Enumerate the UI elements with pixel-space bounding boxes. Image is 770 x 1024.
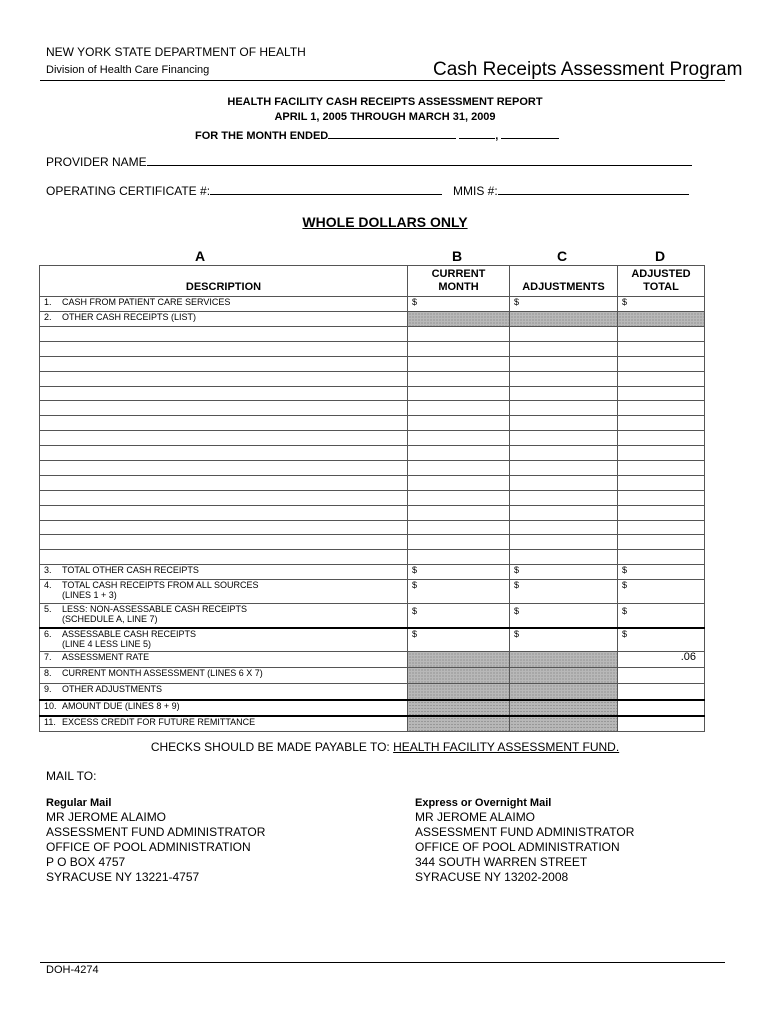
blank-description-cell[interactable] bbox=[40, 520, 408, 535]
blank-current-month-cell[interactable] bbox=[408, 327, 510, 342]
address-line: SYRACUSE NY 13221-4757 bbox=[46, 870, 200, 884]
row-3-current-month-cell[interactable]: $ bbox=[408, 565, 510, 580]
row-11-label: 11. EXCESS CREDIT FOR FUTURE REMITTANCE bbox=[40, 716, 408, 732]
row-1-adjustments-cell[interactable]: $ bbox=[510, 297, 618, 312]
blank-description-cell[interactable] bbox=[40, 386, 408, 401]
column-letter-b: B bbox=[451, 248, 463, 264]
blank-adjustments-cell[interactable] bbox=[510, 371, 618, 386]
address-line: OFFICE OF POOL ADMINISTRATION bbox=[415, 840, 620, 854]
table-row bbox=[40, 312, 705, 327]
blank-description-cell[interactable] bbox=[40, 505, 408, 520]
blank-adjusted-total-cell[interactable] bbox=[618, 371, 705, 386]
express-mail-address bbox=[415, 796, 634, 885]
mmis-label: MMIS #: bbox=[453, 184, 498, 198]
blank-current-month-cell[interactable] bbox=[408, 490, 510, 505]
table-row bbox=[40, 580, 705, 604]
row-1-current-month-cell[interactable]: $ bbox=[408, 297, 510, 312]
blank-list-row bbox=[40, 356, 705, 371]
blank-adjustments-cell[interactable] bbox=[510, 327, 618, 342]
blank-description-cell[interactable] bbox=[40, 550, 408, 565]
blank-current-month-cell[interactable] bbox=[408, 356, 510, 371]
provider-name-row bbox=[46, 154, 692, 169]
blank-description-cell[interactable] bbox=[40, 327, 408, 342]
blank-adjustments-cell[interactable] bbox=[510, 341, 618, 356]
row-7-label: 7. ASSESSMENT RATE bbox=[40, 652, 408, 668]
shaded-cell bbox=[408, 684, 510, 700]
express-mail-heading: Express or Overnight Mail bbox=[415, 797, 552, 809]
address-line: ASSESSMENT FUND ADMINISTRATOR bbox=[46, 825, 266, 839]
row-4-adjustments-cell[interactable]: $ bbox=[510, 580, 618, 604]
month-input[interactable] bbox=[328, 127, 456, 139]
assessment-rate-value: .06 bbox=[618, 652, 705, 668]
row-1-adjusted-total-cell[interactable]: $ bbox=[618, 297, 705, 312]
operating-certificate-row bbox=[46, 183, 442, 198]
regular-mail-heading: Regular Mail bbox=[46, 797, 112, 809]
address-line: MR JEROME ALAIMO bbox=[46, 810, 167, 824]
blank-list-row bbox=[40, 490, 705, 505]
row-6-label: 6. ASSESSABLE CASH RECEIPTS (LINE 4 LESS LINE 5) bbox=[40, 628, 408, 652]
mmis-row bbox=[453, 183, 689, 198]
column-letter-c: C bbox=[556, 248, 568, 264]
table-header-row bbox=[40, 266, 705, 297]
provider-name-field[interactable] bbox=[147, 154, 692, 166]
table-row bbox=[40, 684, 705, 700]
table-row bbox=[40, 700, 705, 716]
blank-adjusted-total-cell[interactable] bbox=[618, 416, 705, 431]
blank-adjusted-total-cell[interactable] bbox=[618, 535, 705, 550]
blank-adjusted-total-cell[interactable] bbox=[618, 327, 705, 342]
row-3-adjusted-total-cell[interactable]: $ bbox=[618, 565, 705, 580]
table-row bbox=[40, 297, 705, 312]
division-name: Division of Health Care Financing bbox=[46, 64, 210, 76]
mail-to-label: MAIL TO: bbox=[46, 769, 97, 783]
blank-current-month-cell[interactable] bbox=[408, 371, 510, 386]
blank-current-month-cell[interactable] bbox=[408, 446, 510, 461]
blank-list-row bbox=[40, 386, 705, 401]
blank-adjustments-cell[interactable] bbox=[510, 356, 618, 371]
blank-adjustments-cell[interactable] bbox=[510, 535, 618, 550]
blank-current-month-cell[interactable] bbox=[408, 550, 510, 565]
blank-description-cell[interactable] bbox=[40, 446, 408, 461]
row-2-label: 2. OTHER CASH RECEIPTS (LIST) bbox=[40, 312, 408, 327]
footer-divider bbox=[40, 962, 725, 963]
blank-adjusted-total-cell[interactable] bbox=[618, 386, 705, 401]
row-3-adjustments-cell[interactable]: $ bbox=[510, 565, 618, 580]
address-line: SYRACUSE NY 13202-2008 bbox=[415, 870, 569, 884]
row-10-adjusted-total-cell[interactable] bbox=[618, 700, 705, 716]
blank-adjustments-cell[interactable] bbox=[510, 475, 618, 490]
agency-name: NEW YORK STATE DEPARTMENT OF HEALTH bbox=[46, 45, 306, 59]
blank-current-month-cell[interactable] bbox=[408, 535, 510, 550]
blank-adjustments-cell[interactable] bbox=[510, 401, 618, 416]
blank-list-row bbox=[40, 341, 705, 356]
row-6-adjustments-cell[interactable]: $ bbox=[510, 628, 618, 652]
adjusted-total-header: ADJUSTED TOTAL bbox=[618, 266, 705, 297]
row-5-current-month-cell[interactable]: $ bbox=[408, 604, 510, 628]
blank-adjusted-total-cell[interactable] bbox=[618, 356, 705, 371]
blank-current-month-cell[interactable] bbox=[408, 431, 510, 446]
day-input[interactable] bbox=[459, 127, 495, 139]
report-title: HEALTH FACILITY CASH RECEIPTS ASSESSMENT REPORT bbox=[227, 96, 543, 108]
checks-payable-prefix: CHECKS SHOULD BE MADE PAYABLE TO: bbox=[150, 740, 394, 754]
table-row bbox=[40, 716, 705, 732]
blank-current-month-cell[interactable] bbox=[408, 386, 510, 401]
blank-description-cell[interactable] bbox=[40, 371, 408, 386]
row-5-label: 5. LESS: NON-ASSESSABLE CASH RECEIPTS (SCHEDULE A, LINE 7) bbox=[40, 604, 408, 628]
shaded-cell bbox=[510, 684, 618, 700]
blank-current-month-cell[interactable] bbox=[408, 401, 510, 416]
mmis-field[interactable] bbox=[498, 183, 689, 195]
address-line: MR JEROME ALAIMO bbox=[415, 810, 536, 824]
blank-adjusted-total-cell[interactable] bbox=[618, 446, 705, 461]
blank-adjustments-cell[interactable] bbox=[510, 505, 618, 520]
year-input[interactable] bbox=[501, 127, 559, 139]
row-9-adjusted-total-cell[interactable] bbox=[618, 684, 705, 700]
row-5-adjusted-total-cell[interactable]: $ bbox=[618, 604, 705, 628]
blank-description-cell[interactable] bbox=[40, 356, 408, 371]
blank-adjustments-cell[interactable] bbox=[510, 550, 618, 565]
row-10-label: 10. AMOUNT DUE (LINES 8 + 9) bbox=[40, 700, 408, 716]
blank-list-row bbox=[40, 401, 705, 416]
operating-certificate-label: OPERATING CERTIFICATE #: bbox=[46, 184, 211, 198]
blank-description-cell[interactable] bbox=[40, 475, 408, 490]
column-letter-a: A bbox=[194, 248, 206, 264]
blank-adjustments-cell[interactable] bbox=[510, 386, 618, 401]
blank-current-month-cell[interactable] bbox=[408, 475, 510, 490]
shaded-cell bbox=[510, 668, 618, 684]
operating-certificate-field[interactable] bbox=[210, 183, 442, 195]
row-4-label: 4. TOTAL CASH RECEIPTS FROM ALL SOURCES (LINES 1 + 3) bbox=[40, 580, 408, 604]
blank-adjusted-total-cell[interactable] bbox=[618, 475, 705, 490]
adjustments-header: ADJUSTMENTS bbox=[510, 266, 618, 297]
blank-description-cell[interactable] bbox=[40, 431, 408, 446]
blank-description-cell[interactable] bbox=[40, 490, 408, 505]
blank-adjusted-total-cell[interactable] bbox=[618, 550, 705, 565]
row-8-label: 8. CURRENT MONTH ASSESSMENT (LINES 6 X 7) bbox=[40, 668, 408, 684]
row-4-current-month-cell[interactable]: $ bbox=[408, 580, 510, 604]
shaded-cell bbox=[510, 716, 618, 732]
blank-list-row bbox=[40, 327, 705, 342]
table-row bbox=[40, 668, 705, 684]
payee-name: HEALTH FACILITY ASSESSMENT FUND. bbox=[393, 740, 620, 754]
address-line: OFFICE OF POOL ADMINISTRATION bbox=[46, 840, 251, 854]
blank-list-row bbox=[40, 446, 705, 461]
blank-list-row bbox=[40, 550, 705, 565]
blank-adjustments-cell[interactable] bbox=[510, 431, 618, 446]
blank-current-month-cell[interactable] bbox=[408, 505, 510, 520]
blank-list-row bbox=[40, 461, 705, 476]
blank-description-cell[interactable] bbox=[40, 341, 408, 356]
shaded-cell bbox=[510, 652, 618, 668]
blank-adjustments-cell[interactable] bbox=[510, 461, 618, 476]
shaded-cell bbox=[618, 312, 705, 327]
row-8-adjusted-total-cell[interactable] bbox=[618, 668, 705, 684]
blank-list-row bbox=[40, 535, 705, 550]
whole-dollars-notice: WHOLE DOLLARS ONLY bbox=[302, 214, 468, 230]
blank-list-row bbox=[40, 475, 705, 490]
table-row bbox=[40, 628, 705, 652]
blank-adjustments-cell[interactable] bbox=[510, 520, 618, 535]
blank-list-row bbox=[40, 520, 705, 535]
blank-description-cell[interactable] bbox=[40, 401, 408, 416]
row-6-adjusted-total-cell[interactable]: $ bbox=[618, 628, 705, 652]
checks-payable-line bbox=[0, 740, 770, 754]
description-header: DESCRIPTION bbox=[40, 266, 408, 297]
row-1-label: 1. CASH FROM PATIENT CARE SERVICES bbox=[40, 297, 408, 312]
blank-description-cell[interactable] bbox=[40, 535, 408, 550]
blank-description-cell[interactable] bbox=[40, 416, 408, 431]
blank-list-row bbox=[40, 371, 705, 386]
blank-adjusted-total-cell[interactable] bbox=[618, 431, 705, 446]
month-ended-row: FOR THE MONTH ENDED , bbox=[195, 127, 559, 142]
shaded-cell bbox=[408, 652, 510, 668]
blank-adjustments-cell[interactable] bbox=[510, 416, 618, 431]
blank-adjustments-cell[interactable] bbox=[510, 490, 618, 505]
report-period: APRIL 1, 2005 THROUGH MARCH 31, 2009 bbox=[274, 111, 496, 123]
address-line: P O BOX 4757 bbox=[46, 855, 126, 869]
blank-adjusted-total-cell[interactable] bbox=[618, 490, 705, 505]
row-4-adjusted-total-cell[interactable]: $ bbox=[618, 580, 705, 604]
blank-list-row bbox=[40, 431, 705, 446]
blank-current-month-cell[interactable] bbox=[408, 520, 510, 535]
row-5-adjustments-cell[interactable]: $ bbox=[510, 604, 618, 628]
blank-current-month-cell[interactable] bbox=[408, 341, 510, 356]
row-6-current-month-cell[interactable]: $ bbox=[408, 628, 510, 652]
table-row bbox=[40, 652, 705, 668]
row-11-adjusted-total-cell[interactable] bbox=[618, 716, 705, 732]
shaded-cell bbox=[510, 700, 618, 716]
program-title: Cash Receipts Assessment Program bbox=[433, 59, 743, 80]
column-letter-d: D bbox=[654, 248, 666, 264]
provider-name-label: PROVIDER NAME bbox=[46, 155, 147, 169]
month-ended-label: FOR THE MONTH ENDED bbox=[195, 130, 329, 142]
table-row bbox=[40, 565, 705, 580]
blank-adjustments-cell[interactable] bbox=[510, 446, 618, 461]
blank-list-row bbox=[40, 505, 705, 520]
shaded-cell bbox=[510, 312, 618, 327]
blank-adjusted-total-cell[interactable] bbox=[618, 401, 705, 416]
row-9-label: 9. OTHER ADJUSTMENTS bbox=[40, 684, 408, 700]
current-month-header: CURRENT MONTH bbox=[408, 266, 510, 297]
blank-adjusted-total-cell[interactable] bbox=[618, 461, 705, 476]
shaded-cell bbox=[408, 312, 510, 327]
blank-adjusted-total-cell[interactable] bbox=[618, 341, 705, 356]
blank-current-month-cell[interactable] bbox=[408, 416, 510, 431]
table-row bbox=[40, 604, 705, 628]
shaded-cell bbox=[408, 668, 510, 684]
row-3-label: 3. TOTAL OTHER CASH RECEIPTS bbox=[40, 565, 408, 580]
blank-current-month-cell[interactable] bbox=[408, 461, 510, 476]
blank-adjusted-total-cell[interactable] bbox=[618, 505, 705, 520]
shaded-cell bbox=[408, 716, 510, 732]
blank-description-cell[interactable] bbox=[40, 461, 408, 476]
header-divider bbox=[40, 80, 725, 81]
blank-list-row bbox=[40, 416, 705, 431]
regular-mail-address bbox=[46, 796, 265, 885]
form-number: DOH-4274 bbox=[46, 964, 99, 976]
shaded-cell bbox=[408, 700, 510, 716]
receipts-table bbox=[39, 265, 705, 732]
address-line: ASSESSMENT FUND ADMINISTRATOR bbox=[415, 825, 635, 839]
blank-adjusted-total-cell[interactable] bbox=[618, 520, 705, 535]
address-line: 344 SOUTH WARREN STREET bbox=[415, 855, 588, 869]
